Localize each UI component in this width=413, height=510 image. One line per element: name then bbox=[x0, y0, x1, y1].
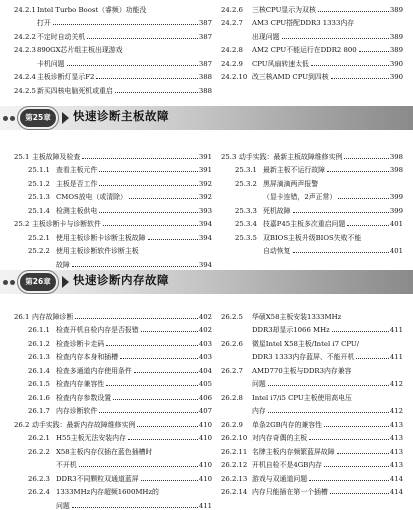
entry-number: 26.1.3 bbox=[28, 353, 50, 362]
page-number: 403 bbox=[198, 339, 212, 348]
dot-leader bbox=[337, 453, 389, 454]
page-number: 401 bbox=[389, 247, 403, 256]
entry-title: 故障 bbox=[56, 260, 70, 269]
toc-entry bbox=[14, 442, 212, 456]
entry-title: 改三核AMD CPU到四核 bbox=[252, 73, 329, 82]
chapter-25-badge: 第25章 bbox=[18, 107, 58, 129]
entry-title: 检查内存兼容性 bbox=[56, 380, 105, 389]
entry-number: 26.2.13 bbox=[221, 474, 248, 483]
entry-number: 24.2.3 bbox=[14, 46, 36, 55]
toc-entry bbox=[14, 334, 212, 348]
dot-leader bbox=[338, 198, 389, 199]
toc-entry bbox=[14, 201, 212, 215]
entry-title: 主板是否工作 bbox=[56, 179, 98, 188]
entry-number: 26.2.14 bbox=[221, 488, 248, 497]
entry-title: 微星Intel X58主板/Intel i7 CPU/ bbox=[252, 339, 360, 348]
entry-number: 26.1 bbox=[14, 312, 30, 321]
entry-title: CPU风扇转速太低 bbox=[252, 59, 309, 68]
toc-entry bbox=[14, 483, 212, 497]
entry-title: AMD770主板与DDR3内存兼容 bbox=[252, 366, 352, 375]
dot-leader bbox=[309, 439, 389, 440]
entry-number: 24.2.9 bbox=[221, 59, 243, 68]
entry-title: DDR3不同颗粒双通道蓝屏 bbox=[56, 474, 139, 483]
toc-col-left bbox=[14, 307, 212, 510]
entry-number: 24.2.4 bbox=[14, 73, 36, 82]
entry-title: 内存 bbox=[252, 407, 266, 416]
entry-number: 24.2.10 bbox=[221, 73, 248, 82]
dot-leader bbox=[72, 266, 198, 267]
dot-leader bbox=[128, 439, 198, 440]
page-number: 387 bbox=[198, 59, 212, 68]
toc-entry-continuation bbox=[221, 188, 403, 202]
entry-title: 主板诊断灯显示F2 bbox=[37, 73, 95, 82]
toc-entry bbox=[14, 147, 212, 161]
entry-number: 24.2.1 bbox=[14, 5, 36, 14]
entry-number: 25.2.2 bbox=[28, 247, 50, 256]
entry-title: 内存故障诊断 bbox=[32, 312, 74, 321]
toc-entry-continuation bbox=[14, 255, 212, 269]
page-number: 389 bbox=[389, 5, 403, 14]
entry-number: 26.2.8 bbox=[221, 393, 243, 402]
toc-entry bbox=[221, 442, 403, 456]
dot-leader bbox=[82, 158, 198, 159]
dot-leader bbox=[327, 171, 389, 172]
entry-number: 26.2.1 bbox=[28, 434, 50, 443]
page-number: 407 bbox=[198, 407, 212, 416]
entry-number: 26.2.6 bbox=[221, 339, 243, 348]
dot-leader bbox=[359, 51, 389, 52]
toc-entry-continuation bbox=[14, 54, 212, 68]
dot-leader bbox=[137, 426, 197, 427]
entry-title: 华硕X58主板安装1333MHz bbox=[252, 312, 342, 321]
dot-leader bbox=[268, 385, 389, 386]
page-number: 414 bbox=[389, 474, 403, 483]
entry-number: 24.2.8 bbox=[221, 46, 243, 55]
arrow-right-icon bbox=[62, 276, 69, 288]
toc-entry bbox=[221, 0, 403, 14]
page-number: 401 bbox=[389, 220, 403, 229]
page-number: 394 bbox=[198, 260, 212, 269]
entry-title: 检查多通道内存使用条件 bbox=[56, 366, 132, 375]
dot-leader bbox=[324, 466, 389, 467]
toc-entry bbox=[14, 388, 212, 402]
dot-leader bbox=[347, 225, 389, 226]
entry-number: 26.2.7 bbox=[221, 366, 243, 375]
entry-title: 动手实践：最新主板故障维修实例 bbox=[239, 152, 343, 161]
entry-number: 24.2.2 bbox=[14, 32, 36, 41]
page-number: 410 bbox=[198, 474, 212, 483]
toc-entry bbox=[14, 469, 212, 483]
entry-title: 不开机 bbox=[56, 461, 77, 470]
page-number: 412 bbox=[389, 380, 403, 389]
page-number: 402 bbox=[198, 312, 212, 321]
toc-entry bbox=[221, 174, 403, 188]
entry-title: 黑屏滴滴两声报警 bbox=[263, 179, 319, 188]
entry-number: 25.1 bbox=[14, 152, 30, 161]
page-number: 413 bbox=[389, 447, 403, 456]
entry-title: 检查诊断卡走码 bbox=[56, 339, 105, 348]
entry-title: 检查内存参数设置 bbox=[56, 393, 112, 402]
chapter-26-title: 快速诊断内存故障 bbox=[73, 273, 169, 287]
toc-entry bbox=[221, 469, 403, 483]
bullet-dot-icon bbox=[3, 116, 8, 121]
entry-number: 25.2.1 bbox=[28, 233, 50, 242]
page-number: 389 bbox=[389, 46, 403, 55]
entry-number: 26.2.2 bbox=[28, 447, 50, 456]
page-number: 413 bbox=[389, 420, 403, 429]
entry-number: 24.2.7 bbox=[221, 19, 243, 28]
chapter-25-banner bbox=[0, 106, 413, 130]
dot-leader bbox=[75, 318, 198, 319]
toc-entry bbox=[221, 201, 403, 215]
page-number: 411 bbox=[389, 353, 403, 362]
dot-leader bbox=[332, 331, 389, 332]
entry-number: 26.1.4 bbox=[28, 366, 50, 375]
toc-entry bbox=[14, 429, 212, 443]
toc-entry bbox=[221, 54, 403, 68]
toc-entry-continuation bbox=[221, 375, 403, 389]
toc-entry bbox=[221, 456, 403, 470]
dot-leader bbox=[293, 252, 389, 253]
dot-leader bbox=[324, 426, 389, 427]
dot-leader bbox=[115, 92, 198, 93]
toc-entry bbox=[221, 68, 403, 82]
page-number: 387 bbox=[198, 19, 212, 28]
dot-leader bbox=[67, 65, 198, 66]
entry-number: 25.2 bbox=[14, 220, 30, 229]
page-number: 389 bbox=[389, 32, 403, 41]
entry-number: 26.2.10 bbox=[221, 434, 248, 443]
entry-title: 最新主板不运行故障 bbox=[263, 166, 326, 175]
toc-entry bbox=[14, 27, 212, 41]
entry-title: 内存只能插在第一个插槽 bbox=[252, 488, 328, 497]
entry-title: 对内存奇偶的主板 bbox=[252, 434, 308, 443]
entry-title: 内存诊断软件 bbox=[56, 407, 98, 416]
dot-leader bbox=[141, 331, 198, 332]
entry-title: 问题 bbox=[56, 501, 70, 510]
page-number: 411 bbox=[198, 501, 212, 510]
dot-leader bbox=[282, 38, 389, 39]
page-number: 394 bbox=[198, 233, 212, 242]
toc-entry bbox=[14, 321, 212, 335]
toc-entry bbox=[221, 307, 403, 321]
page-number: 399 bbox=[389, 193, 403, 202]
dot-leader bbox=[330, 493, 389, 494]
dot-leader bbox=[120, 358, 198, 359]
entry-number: 26.1.7 bbox=[28, 407, 50, 416]
toc-entry bbox=[14, 402, 212, 416]
entry-title: 卡机问题 bbox=[37, 59, 65, 68]
toc-entry-continuation bbox=[14, 14, 212, 28]
entry-number: 25.3.3 bbox=[235, 206, 257, 215]
page-number: 387 bbox=[198, 32, 212, 41]
toc-entry bbox=[221, 361, 403, 375]
page-number: 393 bbox=[198, 206, 212, 215]
entry-title: 检查开机自检内存是否报错 bbox=[56, 326, 139, 335]
entry-title: 动手实践：最新内存故障维修实例 bbox=[32, 420, 136, 429]
toc-entry-continuation bbox=[14, 496, 212, 510]
toc-entry bbox=[14, 215, 212, 229]
dot-leader bbox=[344, 158, 388, 159]
toc-entry-continuation bbox=[221, 321, 403, 335]
toc-entry bbox=[221, 41, 403, 55]
page-number: 411 bbox=[389, 326, 403, 335]
toc-entry-continuation bbox=[221, 242, 403, 256]
entry-title: 主板诊断卡与诊断软件 bbox=[32, 220, 101, 229]
page-number: 414 bbox=[389, 488, 403, 497]
toc-entry bbox=[14, 81, 212, 95]
dot-leader bbox=[87, 38, 198, 39]
entry-title: （显卡连错，2声正常） bbox=[263, 193, 337, 202]
entry-title: DDR3 1333内存蓝屏、不能开机 bbox=[252, 353, 355, 362]
dot-leader bbox=[53, 24, 198, 25]
entry-title: 主板故障及检查 bbox=[32, 152, 81, 161]
entry-number: 26.2 bbox=[14, 420, 30, 429]
entry-number: 25.3.4 bbox=[235, 220, 257, 229]
entry-title: 使用主板诊断软件诊断主板 bbox=[56, 247, 139, 256]
toc-entry bbox=[221, 147, 403, 161]
entry-title: 890GX芯片组主板出现游戏 bbox=[37, 46, 123, 55]
entry-title: H55主板无法安装内存 bbox=[56, 434, 126, 443]
toc-entry bbox=[221, 415, 403, 429]
page-number: 410 bbox=[198, 461, 212, 470]
dot-leader bbox=[268, 412, 389, 413]
toc-entry-continuation bbox=[221, 402, 403, 416]
entry-number: 26.1.5 bbox=[28, 380, 50, 389]
entry-number: 26.2.4 bbox=[28, 488, 50, 497]
page-number: 394 bbox=[198, 220, 212, 229]
dot-leader bbox=[331, 78, 389, 79]
toc-entry-continuation bbox=[14, 456, 212, 470]
toc-col-right bbox=[221, 307, 403, 496]
entry-title: 使用主板诊断卡诊断主板故障 bbox=[56, 233, 146, 242]
dot-leader bbox=[99, 212, 198, 213]
toc-entry bbox=[14, 228, 212, 242]
dot-leader bbox=[106, 345, 198, 346]
page-number: 410 bbox=[198, 420, 212, 429]
entry-title: AM2 CPU不能运行在DDR2 800 bbox=[252, 46, 357, 55]
entry-title: 出现问题 bbox=[252, 32, 280, 41]
entry-title: 游戏与双通道问题 bbox=[252, 474, 308, 483]
page-number: 388 bbox=[198, 73, 212, 82]
dot-leader bbox=[99, 171, 198, 172]
page-number: 406 bbox=[198, 393, 212, 402]
toc-entry bbox=[14, 307, 212, 321]
page-number: 410 bbox=[198, 434, 212, 443]
entry-number: 26.1.6 bbox=[28, 393, 50, 402]
toc-entry bbox=[221, 228, 403, 242]
entry-title: 打开 bbox=[37, 19, 51, 28]
entry-number: 26.2.3 bbox=[28, 474, 50, 483]
page-number: 405 bbox=[198, 380, 212, 389]
entry-title: X58主板内存仅插在蓝色插槽时 bbox=[56, 447, 153, 456]
toc-entry bbox=[14, 174, 212, 188]
toc-col-left bbox=[14, 147, 212, 269]
dot-leader bbox=[103, 225, 198, 226]
entry-title: 新买四核电脑死机或重启 bbox=[37, 86, 113, 95]
page-number: 390 bbox=[389, 73, 403, 82]
dot-leader bbox=[309, 480, 389, 481]
entry-number: 26.2.5 bbox=[221, 312, 243, 321]
toc-entry bbox=[14, 41, 212, 55]
entry-number: 26.1.1 bbox=[28, 326, 50, 335]
bullet-dot-icon bbox=[10, 116, 15, 121]
entry-title: 不定时自动关机 bbox=[37, 32, 86, 41]
toc-entry bbox=[14, 188, 212, 202]
toc-entry bbox=[221, 334, 403, 348]
page-number: 413 bbox=[389, 461, 403, 470]
bullet-dot-icon bbox=[10, 280, 15, 285]
toc-col-left bbox=[14, 0, 212, 95]
page-number: 413 bbox=[389, 434, 403, 443]
entry-title: DDR3却显示1066 MHz bbox=[252, 326, 330, 335]
dot-leader bbox=[293, 212, 389, 213]
toc-entry bbox=[221, 14, 403, 28]
toc-entry-continuation bbox=[221, 27, 403, 41]
entry-title: AM3 CPU搭配DDR3 1333内存 bbox=[252, 19, 355, 28]
chapter-26-banner bbox=[0, 270, 413, 294]
entry-number: 25.3.1 bbox=[235, 166, 257, 175]
entry-number: 26.2.9 bbox=[221, 420, 243, 429]
entry-title: 检测主板供电 bbox=[56, 206, 98, 215]
toc-col-right bbox=[221, 0, 403, 81]
entry-title: 查看主板元件 bbox=[56, 166, 98, 175]
dot-leader bbox=[106, 385, 198, 386]
entry-title: 检查内存本身和插槽 bbox=[56, 353, 119, 362]
entry-title: Intel Turbo Boost（睿频）功能没 bbox=[37, 5, 147, 14]
dot-leader bbox=[134, 372, 198, 373]
chapter-25-title: 快速诊断主板故障 bbox=[73, 109, 169, 123]
dot-leader bbox=[99, 185, 198, 186]
entry-number: 25.1.3 bbox=[28, 193, 50, 202]
entry-title: CMOS放电（或清除） bbox=[56, 193, 127, 202]
dot-leader bbox=[318, 11, 389, 12]
entry-number: 26.2.12 bbox=[221, 461, 248, 470]
entry-title: 名牌主板内存频繁蓝屏故障 bbox=[252, 447, 335, 456]
entry-number: 25.1.1 bbox=[28, 166, 50, 175]
entry-title: 自动恢复 bbox=[263, 247, 291, 256]
toc-entry bbox=[221, 388, 403, 402]
toc-entry bbox=[14, 348, 212, 362]
page-number: 398 bbox=[389, 152, 403, 161]
entry-title: 问题 bbox=[252, 380, 266, 389]
dot-leader bbox=[311, 65, 389, 66]
arrow-right-icon bbox=[62, 112, 69, 124]
toc-entry bbox=[14, 0, 212, 14]
page-number: 399 bbox=[389, 206, 403, 215]
toc-entry bbox=[14, 361, 212, 375]
page-number: 402 bbox=[198, 326, 212, 335]
entry-number: 24.2.6 bbox=[221, 5, 243, 14]
entry-title: 死机故障 bbox=[263, 206, 291, 215]
entry-number: 25.3.2 bbox=[235, 179, 257, 188]
entry-number: 25.1.4 bbox=[28, 206, 50, 215]
entry-number: 25.3.5 bbox=[235, 233, 257, 242]
page-number: 392 bbox=[198, 193, 212, 202]
page-number: 392 bbox=[198, 179, 212, 188]
entry-number: 26.1.2 bbox=[28, 339, 50, 348]
entry-title: 技嘉P45主板多次重启问题 bbox=[263, 220, 346, 229]
dot-leader bbox=[96, 78, 197, 79]
toc-entry bbox=[14, 242, 212, 256]
entry-title: 单条2GB内存的兼容性 bbox=[252, 420, 323, 429]
page-number: 388 bbox=[198, 86, 212, 95]
entry-title: 开机自检不是4GB内存 bbox=[252, 461, 323, 470]
page-number: 404 bbox=[198, 366, 212, 375]
page-number: 403 bbox=[198, 353, 212, 362]
toc-entry bbox=[221, 215, 403, 229]
toc-entry-continuation bbox=[221, 348, 403, 362]
page-number: 391 bbox=[198, 152, 212, 161]
entry-title: 1333MHz内存超频1600MHz的 bbox=[56, 488, 159, 497]
entry-title: 双BIOS主板升级BIOS失败不能 bbox=[263, 233, 362, 242]
toc-col-right bbox=[221, 147, 403, 255]
dot-leader bbox=[72, 507, 198, 508]
page-number: 390 bbox=[389, 59, 403, 68]
page-number: 391 bbox=[198, 166, 212, 175]
entry-number: 26.2.11 bbox=[221, 447, 248, 456]
toc-entry bbox=[221, 161, 403, 175]
dot-leader bbox=[141, 480, 198, 481]
dot-leader bbox=[113, 399, 198, 400]
page-number: 412 bbox=[389, 407, 403, 416]
bullet-dot-icon bbox=[3, 280, 8, 285]
dot-leader bbox=[79, 466, 198, 467]
toc-entry bbox=[14, 161, 212, 175]
toc-entry bbox=[14, 375, 212, 389]
toc-entry bbox=[221, 483, 403, 497]
dot-leader bbox=[356, 358, 388, 359]
entry-title: 三核CPU显示为双核 bbox=[252, 5, 316, 14]
page-number: 398 bbox=[389, 166, 403, 175]
dot-leader bbox=[99, 412, 198, 413]
entry-number: 24.2.5 bbox=[14, 86, 36, 95]
toc-entry bbox=[221, 429, 403, 443]
dot-leader bbox=[129, 198, 198, 199]
chapter-26-badge: 第26章 bbox=[18, 271, 58, 293]
entry-number: 25.1.2 bbox=[28, 179, 50, 188]
entry-title: Intel i7/i5 CPU主板使用高电压 bbox=[252, 393, 352, 402]
dot-leader bbox=[148, 239, 198, 240]
toc-entry bbox=[14, 415, 212, 429]
entry-number: 25.3 bbox=[221, 152, 237, 161]
toc-entry bbox=[14, 68, 212, 82]
